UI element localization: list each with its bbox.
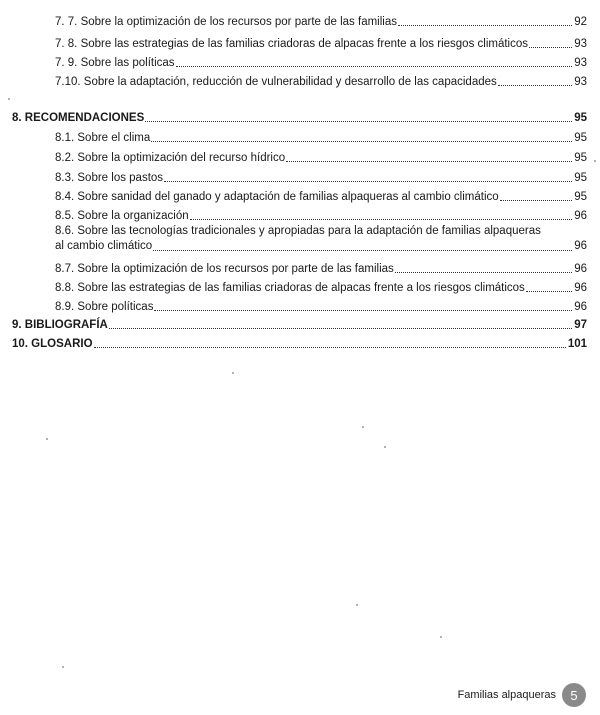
dot-leader [498, 85, 572, 86]
toc-entry-page: 95 [574, 191, 587, 203]
toc-section-page: 101 [567, 338, 587, 350]
toc-entry-label: 8.1. Sobre el clima [55, 132, 151, 144]
toc-entry-page: 95 [574, 152, 587, 164]
dot-leader [154, 310, 572, 311]
dot-leader [176, 66, 573, 67]
dot-leader [526, 291, 572, 292]
dot-leader [164, 181, 572, 182]
toc-entry-8-6[interactable] [55, 224, 587, 254]
dot-leader [500, 200, 573, 201]
dot-leader [529, 47, 572, 48]
dot-leader [190, 219, 573, 220]
toc-entry-page: 96 [574, 240, 587, 252]
scan-speck [384, 446, 386, 448]
toc-entry-7-10[interactable] [55, 72, 587, 89]
scan-speck [440, 636, 442, 638]
toc-entry-page: 93 [574, 57, 587, 69]
toc-entry-page: 93 [574, 76, 587, 88]
dot-leader [398, 25, 572, 26]
toc-entry-7-8[interactable] [55, 34, 587, 51]
toc-entry-7-9[interactable] [55, 53, 587, 70]
scan-speck [594, 160, 596, 162]
toc-entry-8-5[interactable] [55, 206, 587, 223]
toc-section-page: 97 [574, 319, 587, 331]
toc-entry-8-3[interactable] [55, 168, 587, 185]
toc-section-label: 10. GLOSARIO [12, 338, 93, 350]
dot-leader [153, 250, 572, 251]
toc-entry-label: 8.3. Sobre los pastos [55, 172, 164, 184]
toc-entry-8-8[interactable] [55, 278, 587, 295]
scan-speck [46, 438, 48, 440]
toc-entry-label: 7. 7. Sobre la optimización de los recursos por parte de las familias [55, 16, 397, 28]
footer-title: Familias alpaqueras [457, 689, 556, 701]
toc-section-label: 8. RECOMENDACIONES [12, 112, 145, 124]
scan-speck [62, 666, 64, 668]
toc-section-10[interactable] [12, 334, 587, 351]
toc-entry-label: 7. 8. Sobre las estrategias de las familias criadoras de alpacas frente a los riesgos climáticos [55, 38, 529, 50]
toc-entry-page: 92 [574, 16, 587, 28]
toc-entry-7-7[interactable] [55, 12, 587, 29]
toc-section-label: 9. BIBLIOGRAFÍA [12, 319, 108, 331]
scan-speck [8, 98, 10, 100]
toc-entry-label: 8.9. Sobre políticas [55, 301, 154, 313]
scan-speck [232, 372, 234, 374]
dot-leader [109, 328, 572, 329]
toc-entry-label: 8.4. Sobre sanidad del ganado y adaptación de familias alpaqueras al cambio climático [55, 191, 499, 203]
toc-section-9[interactable] [12, 315, 587, 332]
toc-section-8[interactable] [12, 108, 587, 125]
page-number-badge: 5 [562, 683, 586, 707]
toc-entry-label-line2: al cambio climático [55, 240, 153, 252]
toc-entry-page: 96 [574, 282, 587, 294]
toc-entry-8-4[interactable] [55, 187, 587, 204]
toc-entry-page: 96 [574, 301, 587, 313]
toc-entry-8-1[interactable] [55, 128, 587, 145]
toc-entry-8-7[interactable] [55, 259, 587, 276]
toc-entry-label: 7. 9. Sobre las políticas [55, 57, 175, 69]
scan-speck [362, 426, 364, 428]
toc-entry-label-line1: 8.6. Sobre las tecnologías tradicionales y apropiadas para la adaptación de familias alpaqueras [55, 225, 541, 237]
dot-leader [94, 347, 566, 348]
toc-entry-page: 95 [574, 172, 587, 184]
toc-entry-page: 96 [574, 210, 587, 222]
dot-leader [286, 161, 572, 162]
toc-entry-label: 8.5. Sobre la organización [55, 210, 189, 222]
toc-entry-8-2[interactable] [55, 148, 587, 165]
dot-leader [395, 272, 572, 273]
toc-section-page: 95 [574, 112, 587, 124]
toc-entry-page: 96 [574, 263, 587, 275]
toc-entry-label: 7.10. Sobre la adaptación, reducción de vulnerabilidad y desarrollo de las capacidades [55, 76, 497, 88]
toc-entry-label: 8.7. Sobre la optimización de los recursos por parte de las familias [55, 263, 394, 275]
toc-entry-page: 93 [574, 38, 587, 50]
toc-entry-8-9[interactable] [55, 297, 587, 314]
toc-entry-page: 95 [574, 132, 587, 144]
page-footer [458, 683, 586, 707]
toc-entry-label: 8.2. Sobre la optimización del recurso hídrico [55, 152, 286, 164]
toc-entry-label: 8.8. Sobre las estrategias de las familias criadoras de alpacas frente a los riesgos climáticos [55, 282, 525, 294]
scan-speck [356, 604, 358, 606]
dot-leader [151, 141, 572, 142]
dot-leader [145, 121, 572, 122]
